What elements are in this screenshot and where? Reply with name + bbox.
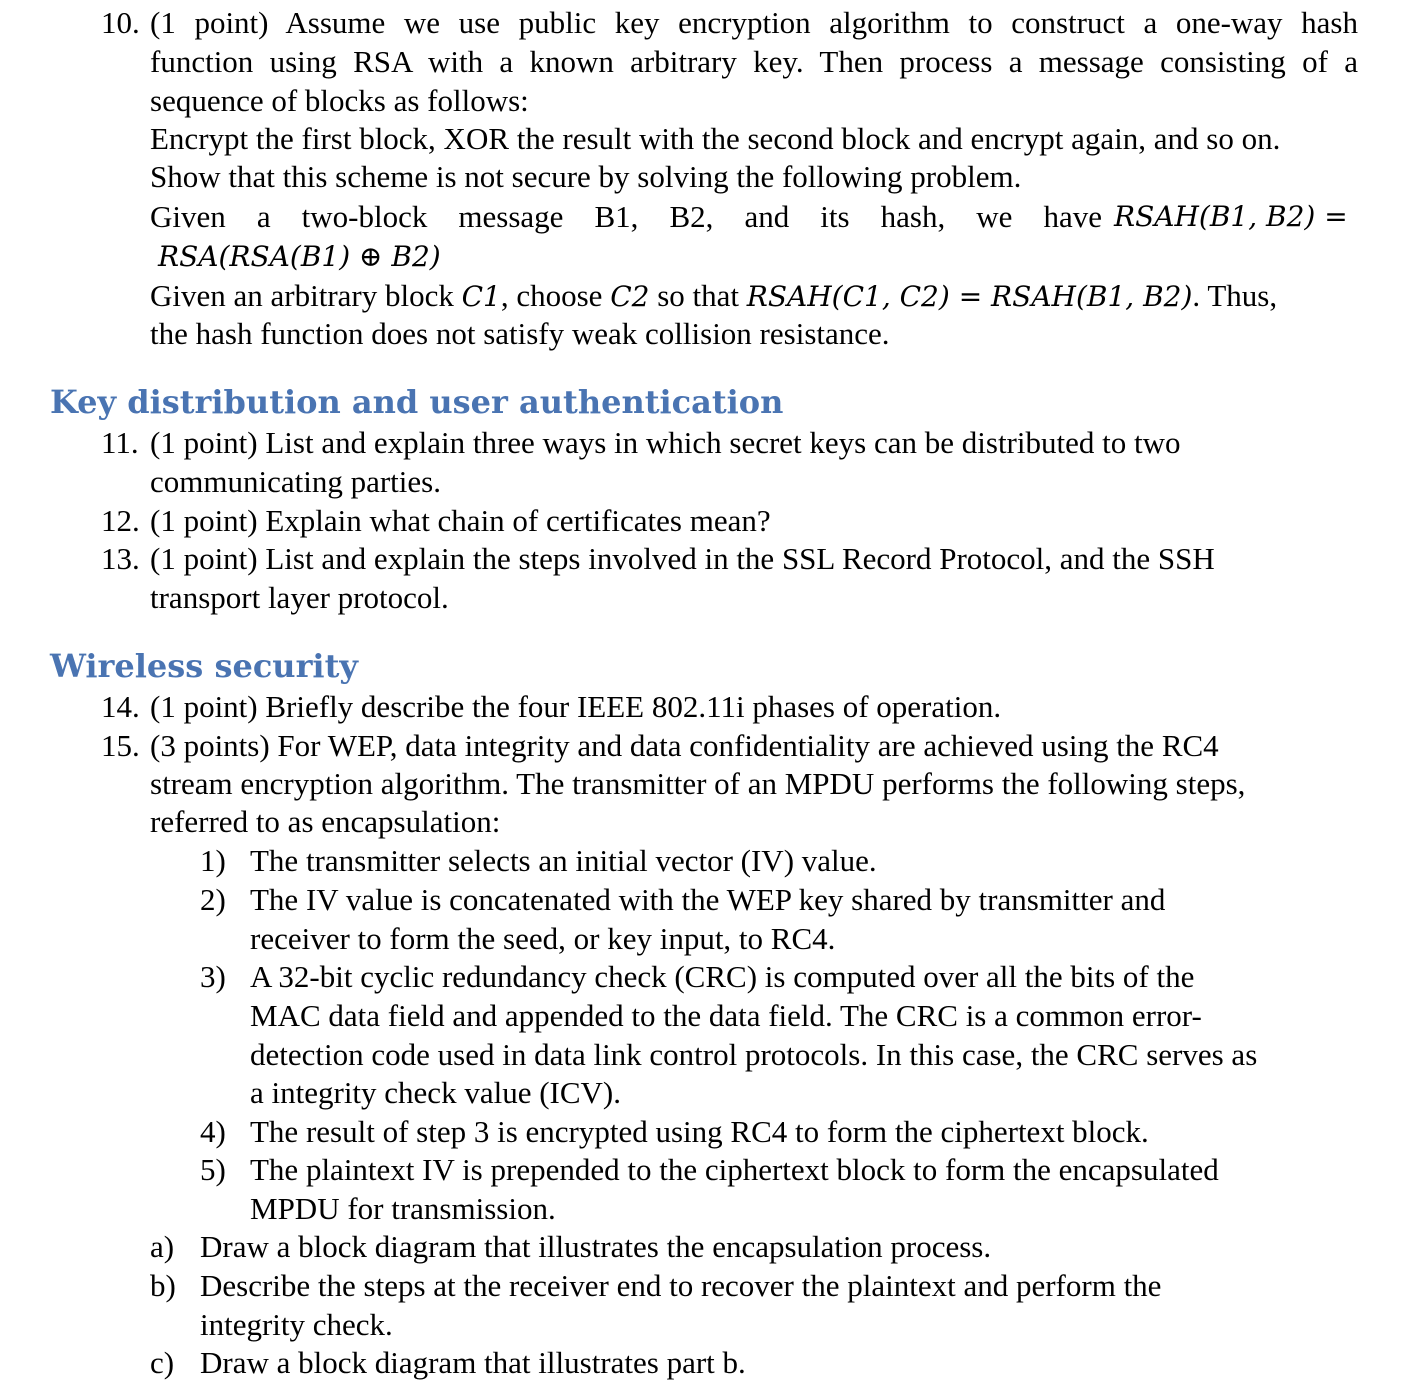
step-text-line: The transmitter selects an initial vector (IV) value. [250,843,877,878]
part-text-line: Draw a block diagram that illustrates part b. [200,1345,746,1380]
question-text-line: (1 point) Assume we use public key encryption algorithm to construct a one-way hash [150,5,1358,40]
question-text-line: (1 point) Briefly describe the four IEEE 802.11i phases of operation. [150,689,1002,724]
step-number: 1) [200,843,226,878]
question-text-line: communicating parties. [150,464,441,499]
step-number: 4) [200,1114,226,1149]
question-number: 11. [101,425,139,460]
section-heading: Key distribution and user authentication [50,383,784,421]
part-text-line: integrity check. [200,1307,393,1342]
question-number: 13. [101,541,140,576]
step-text-line: a integrity check value (ICV). [250,1075,621,1110]
question-number: 10. [101,5,140,40]
step-text-line: The plaintext IV is prepended to the ciphertext block to form the encapsulated [250,1152,1219,1187]
step-text-line: A 32-bit cyclic redundancy check (CRC) is computed over all the bits of the [250,959,1195,994]
question-text-line: (1 point) Explain what chain of certificates mean? [150,503,771,538]
step-text-line: The IV value is concatenated with the WEP key shared by transmitter and [250,882,1166,917]
question-number: 12. [101,503,140,538]
question-text-line: (3 points) For WEP, data integrity and data confidentiality are achieved using the RC4 [150,728,1219,763]
question-text-line: the hash function does not satisfy weak collision resistance. [150,316,890,351]
question-text-line: Given an arbitrary block C1, choose C2 so that RSAH(C1, C2) = RSAH(B1, B2). Thus, [150,278,1278,313]
part-text-line: Draw a block diagram that illustrates the encapsulation process. [200,1229,992,1264]
step-number: 2) [200,882,226,917]
step-number: 3) [200,959,226,994]
question-number: 15. [101,728,140,763]
question-text-line: Given a two-block message B1, B2, and its hash, we have [150,199,1102,234]
question-text-line: function using RSA with a known arbitrary key. Then process a message consisting of a [150,44,1358,79]
part-text-line: Describe the steps at the receiver end to recover the plaintext and perform the [200,1268,1162,1303]
step-text-line: The result of step 3 is encrypted using RC4 to form the ciphertext block. [250,1114,1149,1149]
question-number: 14. [101,689,140,724]
step-text-line: MAC data field and appended to the data field. The CRC is a common error- [250,998,1202,1033]
math-expression: RSA(RSA(B1) ⊕ B2) [158,240,441,273]
step-text-line: detection code used in data link control protocols. In this case, the CRC serves as [250,1037,1258,1072]
section-heading: Wireless security [50,647,358,685]
question-text-line: sequence of blocks as follows: [150,83,529,118]
part-label: c) [150,1345,175,1380]
part-label: b) [150,1268,176,1303]
question-text-line: stream encryption algorithm. The transmitter of an MPDU performs the following steps, [150,766,1246,801]
question-text-line: referred to as encapsulation: [150,804,501,839]
question-text-line: transport layer protocol. [150,580,449,615]
question-text-line: Show that this scheme is not secure by solving the following problem. [150,159,1022,194]
part-label: a) [150,1229,175,1264]
step-text-line: MPDU for transmission. [250,1191,556,1226]
question-text-line: (1 point) List and explain three ways in which secret keys can be distributed to two [150,425,1181,460]
math-expression: RSAH(B1, B2) = [1114,200,1348,233]
step-text-line: receiver to form the seed, or key input, to RC4. [250,921,836,956]
question-text-line: (1 point) List and explain the steps involved in the SSL Record Protocol, and the SSH [150,541,1215,576]
question-text-line: Encrypt the first block, XOR the result with the second block and encrypt again, and so on. [150,121,1281,156]
step-number: 5) [200,1152,226,1187]
